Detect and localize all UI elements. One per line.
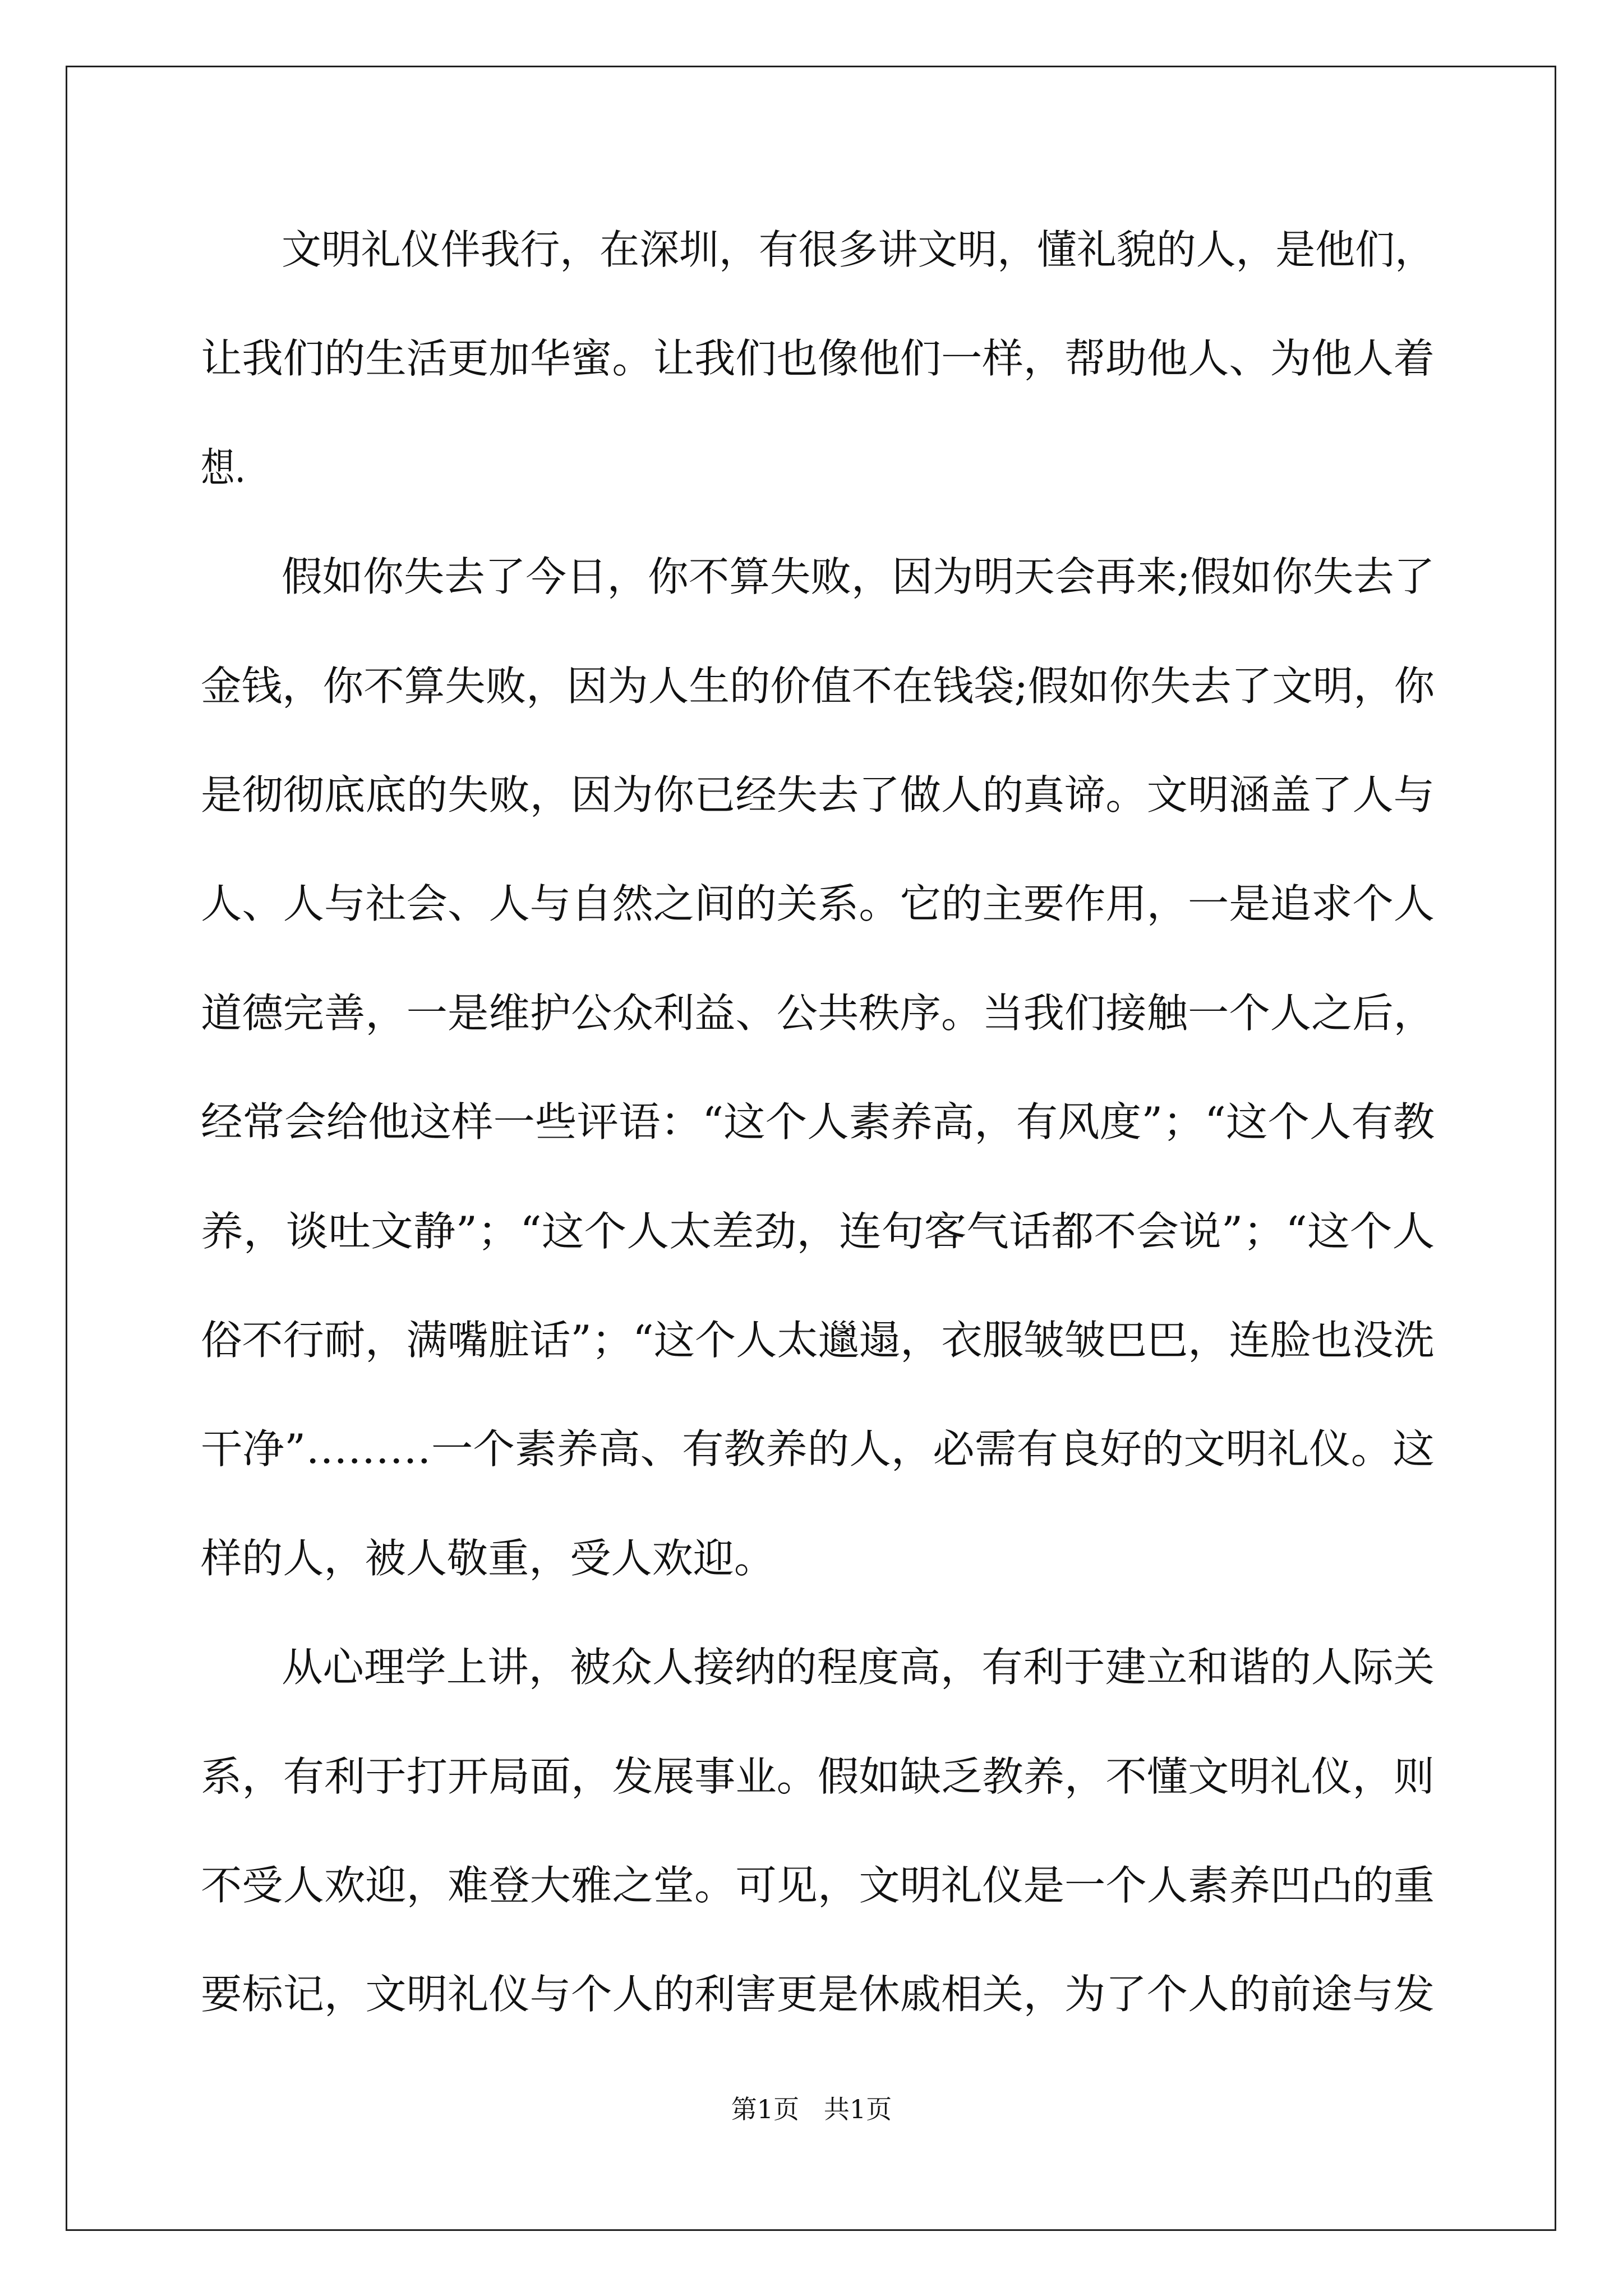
paragraph-2-line-9: 干净”………一个素养高、有教养的人，必需有良好的文明礼仪。这 — [201, 1425, 1435, 1473]
paragraph-2-line-10: 样的人，被人敬重，受人欢迎。 — [201, 1535, 776, 1582]
paragraph-2-line-1: 假如你失去了今日，你不算失败，因为明天会再来;假如你失去了 — [282, 553, 1435, 600]
paragraph-1-line-1: 文明礼仪伴我行，在深圳，有很多讲文明，懂礼貌的人，是他们， — [282, 226, 1435, 273]
paragraph-1-line-3: 想. — [201, 444, 246, 491]
paragraph-3-line-2: 系，有利于打开局面，发展事业。假如缺乏教养，不懂文明礼仪，则 — [201, 1753, 1435, 1800]
paragraph-1-line-2: 让我们的生活更加华蜜。让我们也像他们一样，帮助他人、为他人着 — [201, 335, 1435, 382]
paragraph-2-line-7: 养，谈吐文静”；“这个人太差劲，连句客气话都不会说”；“这个人 — [201, 1208, 1435, 1255]
paragraph-2-line-8: 俗不行耐，满嘴脏话”；“这个人太邋遢，衣服皱皱巴巴，连脸也没洗 — [201, 1317, 1435, 1364]
paragraph-2-line-2: 金钱，你不算失败，因为人生的价值不在钱袋;假如你失去了文明，你 — [201, 662, 1435, 710]
paragraph-3-line-1: 从心理学上讲，被众人接纳的程度高，有利于建立和谐的人际关 — [282, 1644, 1435, 1691]
paragraph-3-line-4: 要标记，文明礼仪与个人的利害更是休戚相关，为了个人的前途与发 — [201, 1971, 1435, 2018]
paragraph-2-line-3: 是彻彻底底的失败，因为你已经失去了做人的真谛。文明涵盖了人与 — [201, 771, 1435, 818]
paragraph-2-line-5: 道德完善，一是维护公众利益、公共秩序。当我们接触一个人之后， — [201, 990, 1435, 1037]
page-number-footer: 第1页 共1页 — [731, 2094, 892, 2124]
paragraph-2-line-4: 人、人与社会、人与自然之间的关系。它的主要作用，一是追求个人 — [201, 880, 1435, 927]
paragraph-2-line-6: 经常会给他这样一些评语：“这个人素养高，有风度”；“这个人有教 — [201, 1098, 1435, 1145]
paragraph-3-line-3: 不受人欢迎，难登大雅之堂。可见，文明礼仪是一个人素养凹凸的重 — [201, 1862, 1435, 1909]
